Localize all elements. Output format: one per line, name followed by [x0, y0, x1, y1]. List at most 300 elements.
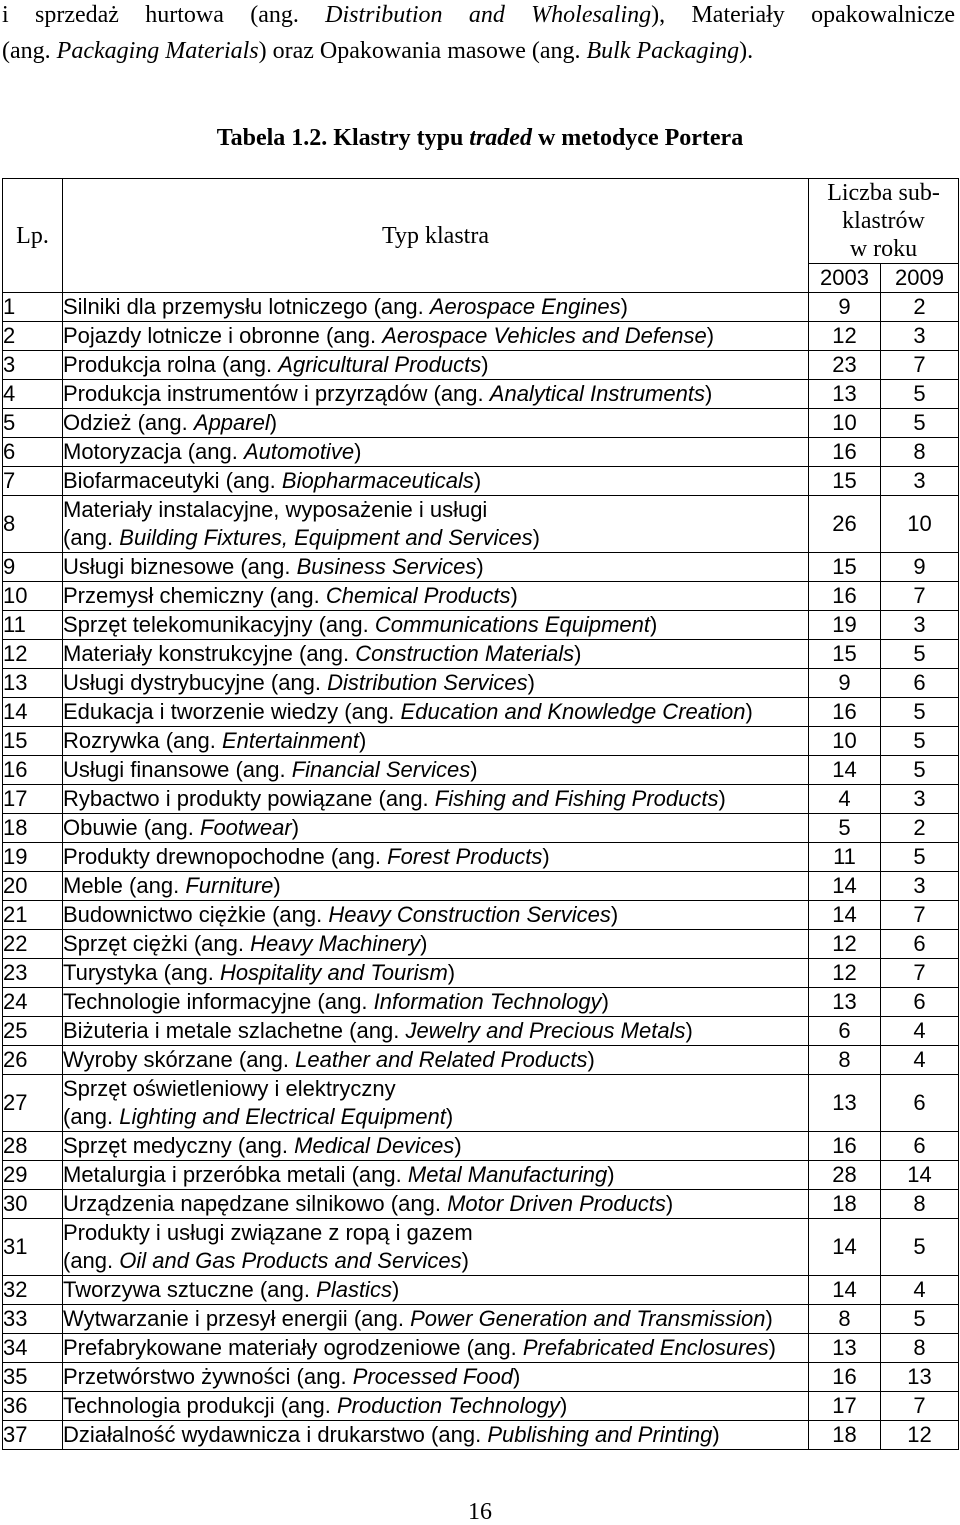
cluster-name-pl: Biofarmaceutyki [63, 468, 220, 493]
ang-label: (ang. [325, 323, 377, 348]
cluster-name-en: Chemical Products [325, 583, 511, 608]
cluster-name-pl: Prefabrykowane materiały ogrodzeniowe [63, 1335, 461, 1360]
table-row [3, 669, 959, 698]
value-2009: 5 [881, 843, 959, 872]
table-row [3, 582, 959, 611]
cluster-name-en: Motor Driven Products [447, 1191, 666, 1216]
page-number: 16 [468, 1499, 492, 1525]
ang-close: ) [542, 844, 550, 869]
caption-text-end: w metodyce Portera [537, 125, 744, 151]
row-number: 31 [3, 1219, 63, 1276]
caption-emphasis: traded [469, 125, 532, 151]
table-row [3, 1075, 959, 1132]
cluster-name-en: Jewelry and Precious Metals [405, 1018, 686, 1043]
row-number: 35 [3, 1363, 63, 1392]
ang-label: (ang. [63, 525, 114, 550]
row-number: 18 [3, 814, 63, 843]
ang-close: ) [650, 612, 658, 637]
cluster-name-en: Communications Equipment [374, 612, 650, 637]
table-row [3, 1392, 959, 1421]
table-row [3, 1132, 959, 1161]
cluster-name-en: Fishing and Fishing Products [434, 786, 719, 811]
cluster-name-en: Entertainment [221, 728, 359, 753]
cluster-name-en: Heavy Machinery [250, 931, 421, 956]
value-2009: 13 [881, 1363, 959, 1392]
cluster-name-en: Oil and Gas Products and Services [119, 1248, 462, 1273]
table-row [3, 611, 959, 640]
cluster-name-en: Education and Knowledge Creation [400, 699, 746, 724]
cluster-name-pl: Produkcja rolna [63, 352, 216, 377]
cluster-name-en: Biopharmaceuticals [281, 468, 474, 493]
value-2003: 13 [809, 988, 881, 1017]
value-2009: 7 [881, 582, 959, 611]
ang-label: (ang. [318, 612, 369, 637]
cluster-name-pl: Rozrywka [63, 728, 160, 753]
value-2009: 6 [881, 1075, 959, 1132]
cluster-name [63, 930, 809, 959]
cluster-name [63, 1363, 809, 1392]
ang-close: ) [532, 525, 540, 550]
ang-label: (ang. [299, 641, 350, 666]
intro-line [2, 33, 955, 69]
ang-close: ) [473, 468, 482, 493]
value-2003: 19 [809, 611, 881, 640]
value-2009: 5 [881, 727, 959, 756]
value-2009: 5 [881, 698, 959, 727]
ang-label: (ang. [280, 1393, 331, 1418]
ang-close: ) [685, 1018, 693, 1043]
table-row [3, 1276, 959, 1305]
ang-close: ) [665, 1191, 674, 1216]
cluster-name-en: Financial Services [291, 757, 471, 782]
table-row [3, 698, 959, 727]
cluster-name-pl: Sprzęt telekomunikacyjny [63, 612, 313, 637]
cluster-name-en: Aerospace Engines [429, 294, 621, 319]
value-2009: 7 [881, 1392, 959, 1421]
value-2009: 6 [881, 988, 959, 1017]
table-row [3, 409, 959, 438]
ang-label: (ang. [390, 1191, 441, 1216]
cluster-name-pl: Technologia produkcji [63, 1393, 275, 1418]
cluster-name-pl: Metalurgia i przeróbka metali [63, 1162, 346, 1187]
row-number: 21 [3, 901, 63, 930]
value-2009: 5 [881, 380, 959, 409]
cluster-name-en: Business Services [296, 554, 477, 579]
ang-label: (ang. [270, 670, 322, 695]
row-number: 3 [3, 351, 63, 380]
row-number: 23 [3, 959, 63, 988]
value-2009: 7 [881, 959, 959, 988]
cluster-name-en: Construction Materials [355, 641, 575, 666]
ang-label: (ang. [235, 757, 286, 782]
table-row [3, 843, 959, 872]
cluster-name [63, 785, 809, 814]
row-number: 30 [3, 1190, 63, 1219]
cluster-name [63, 698, 809, 727]
table-row [3, 930, 959, 959]
cluster-name-pl: Działalność wydawnicza i drukarstwo [63, 1422, 425, 1447]
cluster-name-pl: Odzież [63, 410, 132, 435]
value-2009: 6 [881, 669, 959, 698]
ang-close: ) [391, 1277, 400, 1302]
cluster-name-en: Agricultural Products [278, 352, 482, 377]
ang-label: (ang. [330, 844, 382, 869]
cluster-name-en: Aerospace Vehicles and Defense [382, 323, 707, 348]
cluster-name-pl: Technologie informacyjne [63, 989, 312, 1014]
value-2003: 14 [809, 901, 881, 930]
header-cluster-type: Typ klastra [63, 179, 809, 293]
ang-label: (ang. [433, 381, 484, 406]
table-row [3, 380, 959, 409]
intro-term-en: Distribution and Wholesaling [325, 2, 652, 28]
cluster-name-en: Building Fixtures, Equipment and Services [119, 525, 533, 550]
cluster-name-pl: Budownictwo ciężkie [63, 902, 266, 927]
ang-close: ) [470, 757, 478, 782]
row-number: 28 [3, 1132, 63, 1161]
row-number: 33 [3, 1305, 63, 1334]
row-number: 22 [3, 930, 63, 959]
cluster-name [63, 872, 809, 901]
value-2003: 28 [809, 1161, 881, 1190]
cluster-name [63, 1190, 809, 1219]
row-number: 7 [3, 467, 63, 496]
row-number: 32 [3, 1276, 63, 1305]
cluster-name [63, 409, 809, 438]
table-row [3, 1161, 959, 1190]
ang-label: (ang. [351, 1162, 402, 1187]
cluster-name-en: Apparel [193, 410, 270, 435]
ang-close: ) [420, 931, 428, 956]
cluster-name [63, 1075, 809, 1132]
caption-label: Tabela 1.2. [216, 125, 328, 151]
ang-label: (ang. [63, 1104, 114, 1129]
row-number: 2 [3, 322, 63, 351]
table-row [3, 1421, 959, 1450]
ang-label: (ang. [296, 1364, 347, 1389]
cluster-name-en: Footwear [200, 815, 292, 840]
cluster-name [63, 756, 809, 785]
cluster-name [63, 727, 809, 756]
value-2009: 12 [881, 1421, 959, 1450]
cluster-name-pl: Sprzęt ciężki [63, 931, 188, 956]
intro-term-en: Packaging Materials [56, 38, 259, 64]
value-2009: 3 [881, 872, 959, 901]
table-row [3, 322, 959, 351]
cluster-name-pl: Sprzęt medyczny [63, 1133, 232, 1158]
ang-close: ) [712, 1422, 720, 1447]
cluster-table [2, 178, 959, 1450]
cluster-name [63, 380, 809, 409]
table-row [3, 901, 959, 930]
cluster-name-en: Hospitality and Tourism [219, 960, 448, 985]
value-2003: 16 [809, 698, 881, 727]
value-2009: 2 [881, 293, 959, 322]
row-number: 20 [3, 872, 63, 901]
cluster-name-en: Distribution Services [327, 670, 528, 695]
cluster-name [63, 1334, 809, 1363]
value-2003: 18 [809, 1190, 881, 1219]
row-number: 16 [3, 756, 63, 785]
cluster-name-pl: Edukacja i tworzenie wiedzy [63, 699, 339, 724]
value-2003: 15 [809, 553, 881, 582]
cluster-name-pl: Pojazdy lotnicze i obronne [63, 323, 320, 348]
ang-close: ) [358, 728, 367, 753]
value-2003: 11 [809, 843, 881, 872]
value-2009: 6 [881, 930, 959, 959]
cluster-name-pl: Produkty i usługi związane z ropą i gazem [63, 1220, 473, 1245]
cluster-name [63, 669, 809, 698]
intro-term-en: Bulk Packaging [586, 38, 740, 64]
row-number: 11 [3, 611, 63, 640]
cluster-name-pl: Przetwórstwo żywności [63, 1364, 291, 1389]
value-2003: 5 [809, 814, 881, 843]
row-number: 36 [3, 1392, 63, 1421]
value-2009: 8 [881, 1190, 959, 1219]
cluster-name [63, 351, 809, 380]
table-row [3, 1017, 959, 1046]
value-2003: 15 [809, 467, 881, 496]
value-2009: 4 [881, 1276, 959, 1305]
ang-close: ) [513, 1364, 521, 1389]
cluster-name [63, 467, 809, 496]
row-number: 25 [3, 1017, 63, 1046]
value-2003: 16 [809, 438, 881, 467]
ang-close: ) [601, 989, 609, 1014]
value-2003: 16 [809, 582, 881, 611]
cluster-name-en: Production Technology [336, 1393, 560, 1418]
table-row [3, 1363, 959, 1392]
ang-label: (ang. [349, 1018, 400, 1043]
value-2009: 5 [881, 756, 959, 785]
cluster-name-en: Forest Products [387, 844, 543, 869]
cluster-name [63, 1421, 809, 1450]
cluster-name [63, 1392, 809, 1421]
value-2003: 14 [809, 872, 881, 901]
value-2009: 7 [881, 901, 959, 930]
cluster-name-pl: Obuwie [63, 815, 138, 840]
table-row [3, 959, 959, 988]
cluster-name-en: Plastics [316, 1277, 392, 1302]
header-year-2003: 2003 [809, 264, 881, 293]
value-2003: 15 [809, 640, 881, 669]
value-2003: 16 [809, 1132, 881, 1161]
ang-label: (ang. [63, 1248, 114, 1273]
cluster-name-en: Publishing and Printing [487, 1422, 713, 1447]
cluster-name [63, 640, 809, 669]
ang-close: ) [765, 1306, 773, 1331]
ang-close: ) [510, 583, 518, 608]
row-number: 29 [3, 1161, 63, 1190]
value-2003: 9 [809, 669, 881, 698]
table-row [3, 872, 959, 901]
cluster-name [63, 988, 809, 1017]
cluster-name-pl: Materiały konstrukcyjne [63, 641, 293, 666]
table-row [3, 1219, 959, 1276]
row-number: 4 [3, 380, 63, 409]
ang-label: (ang. [222, 352, 273, 377]
ang-label: (ang. [163, 960, 214, 985]
ang-label: (ang. [225, 468, 276, 493]
value-2009: 3 [881, 322, 959, 351]
row-number: 26 [3, 1046, 63, 1075]
table-row [3, 640, 959, 669]
cluster-name-pl: Biżuteria i metale szlachetne [63, 1018, 344, 1043]
ang-close: ) [447, 960, 456, 985]
value-2003: 12 [809, 322, 881, 351]
cluster-name [63, 814, 809, 843]
value-2003: 14 [809, 1276, 881, 1305]
ang-close: ) [706, 323, 715, 348]
value-2009: 5 [881, 1219, 959, 1276]
value-2009: 4 [881, 1017, 959, 1046]
ang-close: ) [476, 554, 484, 579]
cluster-name [63, 1046, 809, 1075]
header-lp: Lp. [3, 179, 63, 293]
row-number: 37 [3, 1421, 63, 1450]
row-number: 15 [3, 727, 63, 756]
ang-label: (ang. [259, 1277, 311, 1302]
ang-label: (ang. [240, 554, 291, 579]
ang-close: ) [445, 1104, 454, 1129]
cluster-name-pl: Turystyka [63, 960, 158, 985]
ang-label: (ang. [238, 1047, 290, 1072]
ang-close: ) [574, 641, 582, 666]
value-2009: 7 [881, 351, 959, 380]
cluster-name [63, 322, 809, 351]
ang-close: ) [718, 786, 726, 811]
ang-label: (ang. [165, 728, 216, 753]
cluster-name-pl: Materiały instalacyjne, wyposażenie i usługi [63, 497, 488, 522]
ang-label: (ang. [272, 902, 323, 927]
value-2003: 8 [809, 1305, 881, 1334]
value-2003: 10 [809, 409, 881, 438]
cluster-name-en: Leather and Related Products [295, 1047, 588, 1072]
cluster-name [63, 293, 809, 322]
intro-text: i sprzedaż hurtowa (ang. [2, 2, 326, 28]
table-row [3, 553, 959, 582]
cluster-name-pl: Silniki dla przemysłu lotniczego [63, 294, 368, 319]
ang-label: (ang. [187, 439, 238, 464]
cluster-name [63, 1161, 809, 1190]
cluster-name-en: Information Technology [373, 989, 602, 1014]
ang-close: ) [768, 1335, 776, 1360]
cluster-name [63, 843, 809, 872]
cluster-name-pl: Usługi dystrybucyjne [63, 670, 265, 695]
header-year-2009: 2009 [881, 264, 959, 293]
row-number: 5 [3, 409, 63, 438]
value-2009: 10 [881, 496, 959, 553]
value-2003: 23 [809, 351, 881, 380]
header-count-line: Liczba sub- [827, 180, 940, 206]
cluster-name [63, 959, 809, 988]
value-2009: 8 [881, 438, 959, 467]
value-2003: 12 [809, 959, 881, 988]
cluster-name-en: Prefabricated Enclosures [522, 1335, 769, 1360]
ang-close: ) [560, 1393, 568, 1418]
cluster-name-pl: Tworzywa sztuczne [63, 1277, 254, 1302]
value-2003: 14 [809, 1219, 881, 1276]
value-2009: 5 [881, 1305, 959, 1334]
cluster-name-en: Heavy Construction Services [328, 902, 611, 927]
intro-text: ). [739, 38, 754, 64]
value-2003: 16 [809, 1363, 881, 1392]
intro-text: ) oraz Opakowania masowe (ang. [258, 38, 587, 64]
value-2003: 6 [809, 1017, 881, 1046]
cluster-name [63, 438, 809, 467]
cluster-name [63, 553, 809, 582]
value-2003: 26 [809, 496, 881, 553]
value-2009: 5 [881, 409, 959, 438]
table-row [3, 1334, 959, 1363]
cluster-name [63, 1305, 809, 1334]
table-row [3, 467, 959, 496]
cluster-name-pl: Usługi finansowe [63, 757, 230, 782]
cluster-name-en: Analytical Instruments [489, 381, 705, 406]
row-number: 27 [3, 1075, 63, 1132]
value-2009: 8 [881, 1334, 959, 1363]
intro-paragraph [2, 0, 955, 69]
cluster-name-pl: Produkty drewnopochodne [63, 844, 325, 869]
row-number: 19 [3, 843, 63, 872]
intro-text: ), Materiały opakowalnicze [651, 2, 956, 28]
ang-label: (ang. [378, 786, 429, 811]
ang-close: ) [704, 381, 713, 406]
ang-close: ) [587, 1047, 595, 1072]
cluster-name-pl: Rybactwo i produkty powiązane [63, 786, 373, 811]
cluster-name-en: Medical Devices [294, 1133, 455, 1158]
cluster-name-en: Automotive [244, 439, 355, 464]
cluster-name [63, 1219, 809, 1276]
value-2003: 10 [809, 727, 881, 756]
row-number: 13 [3, 669, 63, 698]
table-row [3, 785, 959, 814]
ang-label: (ang. [137, 410, 188, 435]
table-row [3, 1046, 959, 1075]
value-2003: 12 [809, 930, 881, 959]
ang-label: (ang. [431, 1422, 482, 1447]
ang-label: (ang. [269, 583, 320, 608]
table-row [3, 727, 959, 756]
row-number: 6 [3, 438, 63, 467]
cluster-name [63, 1132, 809, 1161]
row-number: 9 [3, 553, 63, 582]
row-number: 24 [3, 988, 63, 1017]
value-2003: 9 [809, 293, 881, 322]
cluster-name-pl: Wytwarzanie i przesył energii [63, 1306, 348, 1331]
cluster-name-en: Furniture [185, 873, 274, 898]
row-number: 8 [3, 496, 63, 553]
ang-label: (ang. [344, 699, 395, 724]
ang-label: (ang. [129, 873, 180, 898]
cluster-name-pl: Meble [63, 873, 123, 898]
ang-close: ) [269, 410, 278, 435]
cluster-name-pl: Przemysł chemiczny [63, 583, 264, 608]
value-2009: 3 [881, 467, 959, 496]
ang-label: (ang. [143, 815, 194, 840]
ang-close: ) [454, 1133, 462, 1158]
row-number: 12 [3, 640, 63, 669]
value-2009: 6 [881, 1132, 959, 1161]
ang-label: (ang. [237, 1133, 289, 1158]
cluster-name [63, 611, 809, 640]
table-row [3, 988, 959, 1017]
cluster-name-pl: Usługi biznesowe [63, 554, 235, 579]
value-2003: 17 [809, 1392, 881, 1421]
table-row [3, 1305, 959, 1334]
row-number: 1 [3, 293, 63, 322]
header-subcluster-count [809, 179, 959, 264]
ang-close: ) [481, 352, 489, 377]
